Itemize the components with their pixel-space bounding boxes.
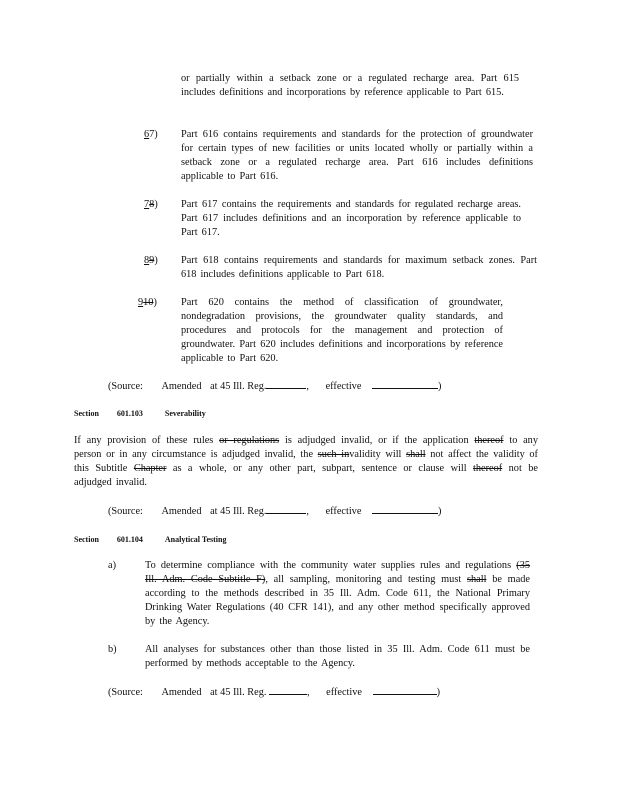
item-text: Part 617 contains the requirements and standards for regulated recharge areas. Part 617 includes definitions and an incorporation by reference applicable to Part 617. bbox=[181, 199, 521, 239]
subsection-a: To determine compliance with the community water supplies rules and regulations (35 Ill. Adm. Code Subtitle F), all sampling, monitoring and testing must shall be made according to the methods described in 35 Ill. Adm. Code 611, the National Primary Drinking Water Regulations (40 CFR 141), and any other method specifically approved by the Agency. bbox=[145, 560, 530, 628]
item-text: Part 618 contains requirements and standards for maximum setback zones. Part 618 includes definitions applicable to Part 618. bbox=[181, 255, 537, 281]
reg-blank bbox=[266, 504, 306, 514]
item-number: 78) bbox=[144, 199, 158, 210]
reg-blank bbox=[269, 685, 307, 695]
list-item bbox=[181, 296, 503, 366]
list-item bbox=[181, 254, 537, 282]
item-text: Part 616 contains requirements and standards for the protection of groundwater for certain types of new facilities or units located wholly or partially within a setback zone or a regulated recharge area. Part 616 includes definitions applicable to Part 616. bbox=[181, 129, 533, 183]
item-number: 89) bbox=[144, 255, 158, 266]
section-heading: Section 601.103 Severability bbox=[74, 409, 206, 418]
source-note: (Source: Amended at 45 Ill. Reg. , effective ) bbox=[108, 381, 442, 392]
section-body: If any provision of these rules or regulations is adjudged invalid, or if the application thereof to any person or in any circumstance is adjudged invalid, the such invalidity will shall not affect the validity of this Subtitle Chapter as a whole, or any other part, subpart, sentence or clause will thereof not be adjudged invalid. bbox=[74, 435, 538, 489]
item-text: Part 620 contains the method of classification of groundwater, nondegradation provisions, the groundwater quality standards, and procedures and protocols for the management and protection of groundwater. Part 620 includes definitions and incorporations by reference applicable to Part 620. bbox=[181, 297, 503, 365]
subsection-b: All analyses for substances other than those listed in 35 Ill. Adm. Code 611 must be performed by methods acceptable to the Agency. bbox=[145, 644, 530, 670]
item-number: 910) bbox=[138, 297, 157, 308]
effective-date-blank bbox=[372, 379, 438, 389]
effective-date-blank bbox=[372, 504, 438, 514]
subsection-label: b) bbox=[108, 644, 117, 655]
item-number: 67) bbox=[144, 129, 158, 140]
section-heading: Section 601.104 Analytical Testing bbox=[74, 535, 227, 544]
source-note: (Source: Amended at 45 Ill. Reg. , effective ) bbox=[108, 506, 442, 517]
list-item bbox=[181, 198, 521, 240]
effective-date-blank bbox=[373, 685, 437, 695]
list-item bbox=[181, 128, 533, 184]
reg-blank bbox=[266, 379, 306, 389]
item-text: or partially within a setback zone or a regulated recharge area. Part 615 includes definitions and incorporations by reference applicable to Part 615. bbox=[181, 73, 519, 99]
subsection-label: a) bbox=[108, 560, 116, 571]
list-item-continuation bbox=[181, 72, 519, 100]
source-note: (Source: Amended at 45 Ill. Reg. , effective ) bbox=[108, 687, 440, 698]
